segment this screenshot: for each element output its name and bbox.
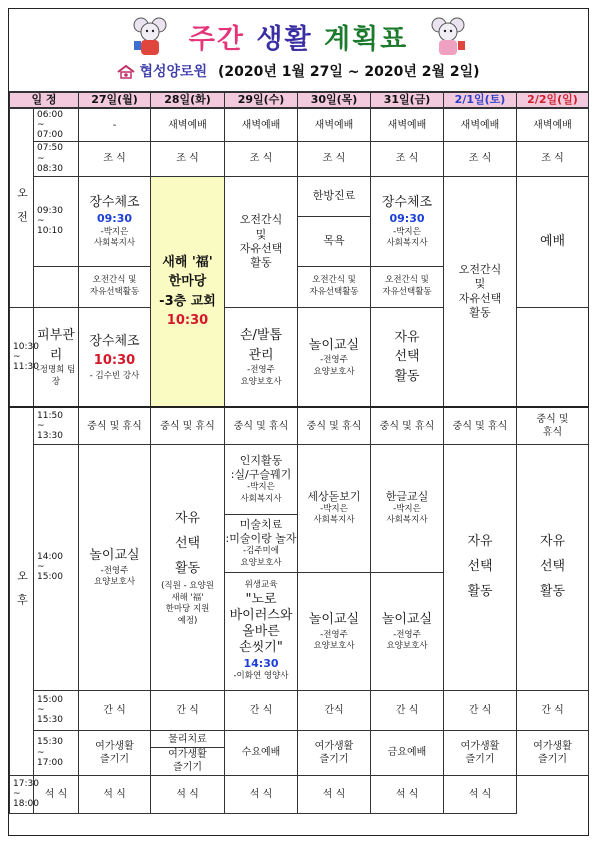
cell: 조 식 [79, 141, 151, 176]
time-slot: 15:00 ~ 15:30 [34, 690, 79, 730]
sun-am-a: 예배 [517, 176, 589, 307]
eve-cell: 금요예배 [371, 730, 444, 775]
dinner-cell: 석 식 [151, 775, 225, 813]
fri-am-a: 장수체조 09:30 -박지은 사회복지사 [371, 176, 444, 266]
tue-pm: 자유 선택 활동 (직원 - 요양원 새해 '福' 한마당 지원 예정) [151, 444, 225, 690]
thu-pm-1: 세상돋보기 -박지은 사회복지사 [298, 444, 371, 572]
lunch-cell: 중식 및 휴식 [151, 407, 225, 444]
title-part3: 계획표 [323, 24, 409, 55]
sat-am: 오전간식 및 자유선택 활동 [444, 176, 517, 407]
time-slot: 09:30 ~ 10:10 [34, 176, 79, 266]
day-fri: 31일(금) [371, 92, 444, 108]
wed-am-b: 장수체조 10:30 - 김수빈 강사 [79, 307, 151, 407]
page-title [9, 17, 588, 56]
fri-am-b: 오전간식 및 자유선택활동 [371, 266, 444, 307]
time-slot: 11:50 ~ 13:30 [34, 407, 79, 444]
sun-pm: 자유 선택 활동 [517, 444, 589, 690]
thu-am-b: 목욕 [298, 216, 371, 266]
day-mon: 27일(월) [79, 92, 151, 108]
subtitle [9, 61, 588, 81]
snack-cell: 간 식 [151, 690, 225, 730]
dinner-cell: 석 식 [34, 775, 79, 813]
wed-pm-3: 위생교육 "노로 바이러스와 올바른 손씻기" 14:30 -이화연 영양사 [225, 572, 298, 690]
mon-am-c: 피부관리 -정명희 팀장 [34, 307, 79, 407]
time-slot [34, 266, 79, 307]
time-slot: 07:50 ~ 08:30 [34, 141, 79, 176]
header [9, 9, 588, 89]
cell: 새벽예배 [371, 108, 444, 141]
snack-cell: 간 식 [517, 690, 589, 730]
fri-pm-1: 한글교실 -박지은 사회복지사 [371, 444, 444, 572]
eve-cell: 여가생활 즐기기 [79, 730, 151, 775]
tue-event: 새해 '福' 한마당 -3층 교회 10:30 [151, 176, 225, 407]
time-slot: 15:30 ~ 17:00 [34, 730, 79, 775]
mon-pm: 놀이교실 -전영주 요양보호사 [79, 444, 151, 690]
dinner-cell: 석 식 [225, 775, 298, 813]
cell: 조 식 [151, 141, 225, 176]
snack-cell: 간 식 [225, 690, 298, 730]
cell: - [79, 108, 151, 141]
dinner-cell: 석 식 [79, 775, 151, 813]
period: (2020년 1월 27일 ~ 2020년 2월 2일) [217, 64, 480, 80]
cell: 조 식 [517, 141, 589, 176]
eve-cell: 수요예배 [225, 730, 298, 775]
title-part2: 생활 [256, 24, 313, 55]
thu-pm-2: 놀이교실 -전영주 요양보호사 [298, 572, 371, 690]
eve-cell: 여가생활 즐기기 [517, 730, 589, 775]
sun-am-b: 자유 선택 활동 [371, 307, 444, 407]
cell: 새벽예배 [225, 108, 298, 141]
cell: 조 식 [298, 141, 371, 176]
cell: 새벽예배 [444, 108, 517, 141]
thu-am-c: 오전간식 및 자유선택활동 [298, 266, 371, 307]
thu-am-d: 손/발톱 관리 -전영주 요양보호사 [225, 307, 298, 407]
cell: 조 식 [225, 141, 298, 176]
pm-label: 오 후 [10, 407, 34, 775]
day-sat: 2/1일(토) [444, 92, 517, 108]
lunch-cell: 중식 및 휴식 [225, 407, 298, 444]
time-slot: 17:30 ~ 18:00 [10, 775, 34, 813]
snack-cell: 간 식 [444, 690, 517, 730]
time-slot: 06:00 ~ 07:00 [34, 108, 79, 141]
snack-cell: 간 식 [79, 690, 151, 730]
fri-am-c: 놀이교실 -전영주 요양보호사 [298, 307, 371, 407]
header-row [10, 92, 589, 108]
cell: 조 식 [371, 141, 444, 176]
schedule-frame [8, 8, 589, 836]
org-name: 협성양로원 [139, 64, 208, 80]
day-wed: 29일(수) [225, 92, 298, 108]
sat-pm: 자유 선택 활동 [444, 444, 517, 690]
time-slot: 14:00 ~ 15:00 [34, 444, 79, 690]
lunch-cell: 중식 및 휴식 [298, 407, 371, 444]
day-thu: 30일(목) [298, 92, 371, 108]
cell: 새벽예배 [517, 108, 589, 141]
thu-am-a: 한방진료 [298, 176, 371, 216]
cell: 새벽예배 [151, 108, 225, 141]
date-label: 일 정 [10, 92, 79, 108]
am-label: 오 전 [10, 108, 34, 307]
schedule-table [9, 91, 589, 814]
lunch-cell: 중식 및 휴식 [517, 407, 589, 444]
time-slot: 10:30 ~ 11:30 [10, 307, 34, 407]
house-logo-icon [117, 65, 135, 79]
cell: 조 식 [444, 141, 517, 176]
dinner-cell: 석 식 [371, 775, 444, 813]
lunch-cell: 중식 및 휴식 [444, 407, 517, 444]
day-tue: 28일(화) [151, 92, 225, 108]
eve-cell: 여가생활 즐기기 [298, 730, 371, 775]
mon-am-b: 오전간식 및 자유선택활동 [79, 266, 151, 307]
lunch-cell: 중식 및 휴식 [79, 407, 151, 444]
mon-am-a: 장수체조 09:30 -박지은 사회복지사 [79, 176, 151, 266]
day-sun: 2/2일(일) [517, 92, 589, 108]
snack-cell: 간 식 [371, 690, 444, 730]
wed-pm-2: 미술치료 :미술이랑 놀자 -김주미에 요양보호사 [225, 514, 298, 572]
lunch-cell: 중식 및 휴식 [371, 407, 444, 444]
wed-am-a: 오전간식 및 자유선택 활동 [225, 176, 298, 307]
title-part1: 주간 [188, 24, 245, 55]
dinner-cell: 석 식 [298, 775, 371, 813]
dinner-cell: 석 식 [444, 775, 517, 813]
snack-cell: 간식 [298, 690, 371, 730]
wed-pm-1: 인지활동 :실/구슬꿰기 -박지은 사회복지사 [225, 444, 298, 514]
eve-cell-tue: 물리치료 여가생활 즐기기 [151, 730, 225, 775]
eve-cell: 여가생활 즐기기 [444, 730, 517, 775]
cell: 새벽예배 [298, 108, 371, 141]
fri-pm-2: 놀이교실 -전영주 요양보호사 [371, 572, 444, 690]
